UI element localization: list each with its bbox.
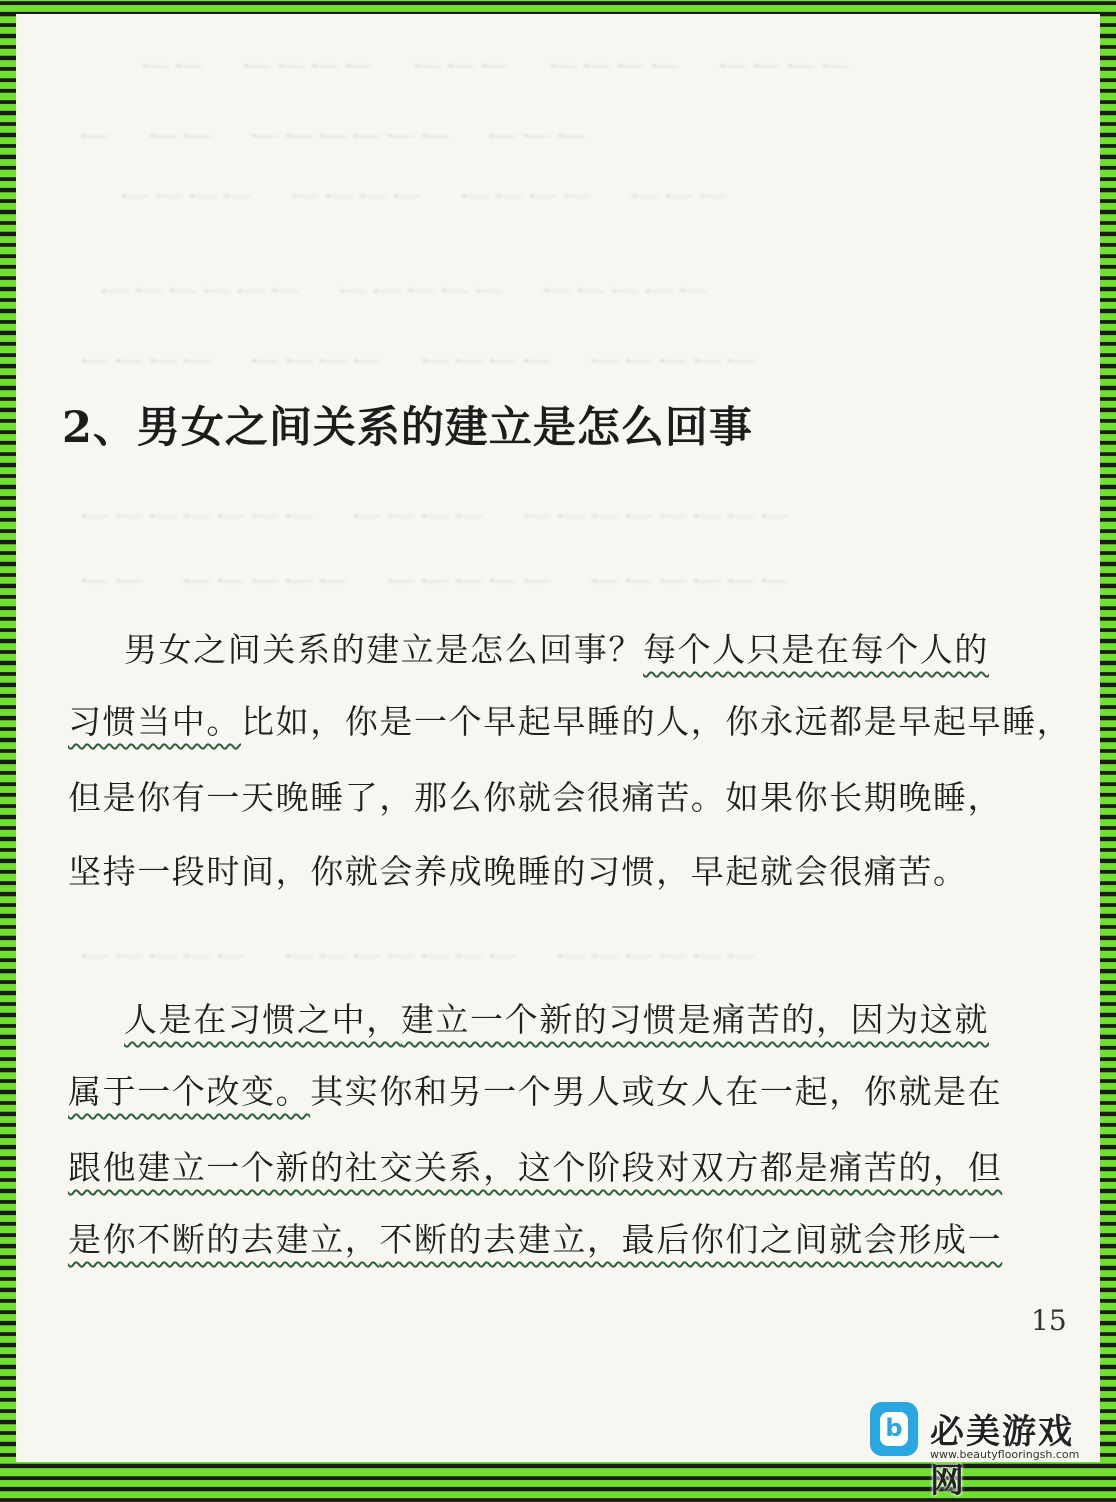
bleed-through-text: 一一一一一一 一一一一一一一 一一一一一	[76, 942, 756, 977]
paragraph-2-line-3	[68, 1142, 1002, 1189]
text-segment: 男女之间关系的建立是怎么回事？	[124, 630, 643, 669]
logo-letter: b	[885, 1414, 903, 1442]
text-segment: 比如，你是一个早起早睡的人，你永远都是早起早睡，	[241, 702, 1072, 741]
paragraph-2-line-1	[124, 994, 989, 1041]
bleed-through-text: 一一一一一一 一一一一一 一一一一一 一一	[76, 567, 790, 602]
paragraph-1-line-4: 坚持一段时间，你就会养成晚睡的习惯，早起就会很痛苦。	[68, 852, 968, 891]
bleed-through-text: 一一一一一 一一一一一 一一一一一一	[96, 277, 708, 312]
logo-inner	[880, 1412, 908, 1446]
page-number: 15	[1031, 1304, 1067, 1337]
underlined-text: 因为这就	[850, 1000, 990, 1039]
bleed-through-text: 一一一一一一一一 一一一一 一一一一一一一	[76, 502, 790, 537]
site-url: www.beautyflooringsh.com	[930, 1448, 1080, 1461]
bleed-through-text: 一一一一 一一一一 一一一 一一一一 一一	[136, 52, 850, 87]
underlined-text: 不断的去建立，	[379, 1220, 622, 1259]
underlined-text: 人是在习惯之中，	[124, 1000, 401, 1039]
site-watermark	[860, 1392, 1100, 1501]
underlined-text: 跟他建立一个新的社交关系，	[68, 1148, 518, 1187]
underlined-text: 属于一个改变。	[68, 1072, 311, 1111]
site-name: 必美游戏网	[930, 1412, 1074, 1501]
underlined-text: 但	[967, 1148, 1003, 1187]
underlined-text: 是你不断的去建立，	[68, 1220, 380, 1259]
book-page	[16, 14, 1100, 1462]
bleed-through-text: 一一一 一一一一一一 一一 一	[76, 122, 586, 157]
underlined-text: 习惯当中。	[68, 702, 241, 741]
site-logo-icon	[870, 1402, 918, 1456]
paragraph-1-line-2	[68, 696, 1071, 743]
paragraph-1-line-1	[124, 624, 989, 671]
paragraph-1-line-3: 但是你有一天晚睡了，那么你就会很痛苦。如果你长期晚睡，	[68, 778, 1003, 817]
underlined-text: 最后你们之间就会形成一	[621, 1220, 1003, 1259]
paragraph-2-line-4	[68, 1214, 1002, 1261]
bleed-through-text: 一一一一一 一一一一 一一一一 一一一一	[76, 347, 756, 382]
section-heading: 2、男女之间关系的建立是怎么回事	[62, 403, 753, 453]
underlined-text: 建立一个新的习惯是痛苦的，	[400, 1000, 851, 1039]
text-segment: 其实你和另一个男人或女人在一起，你就是在	[310, 1072, 1003, 1111]
underlined-text: 这个阶段对双方都是痛苦的，	[517, 1148, 968, 1187]
underlined-text: 每个人只是在每个人的	[643, 630, 989, 669]
paragraph-2-line-2	[68, 1066, 1002, 1113]
bleed-through-text: 一一一 一一一一 一一一一 一一一一	[116, 182, 728, 217]
